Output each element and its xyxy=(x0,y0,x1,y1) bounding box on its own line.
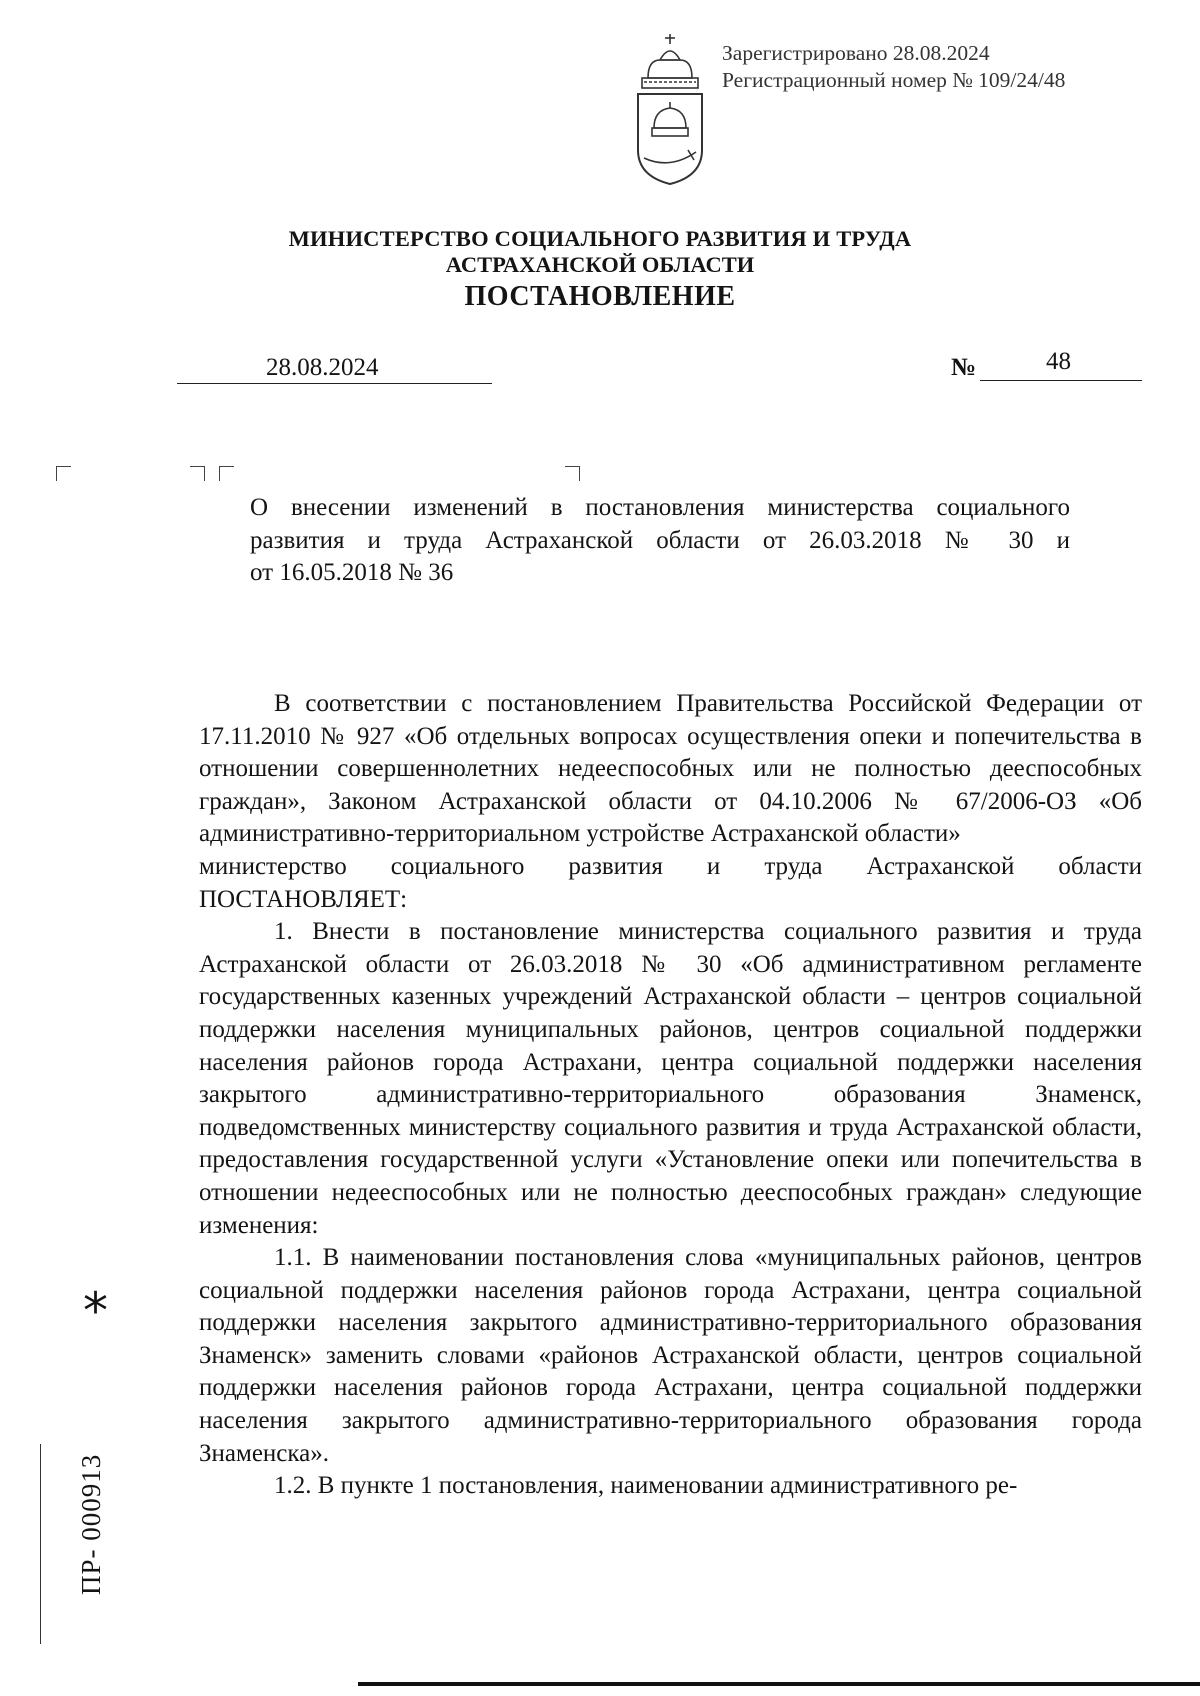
body-paragraph: 1.2. В пункте 1 постановления, наименовании административного ре- xyxy=(274,1472,1018,1500)
subject-line: О внесении изменений в постановления министерства социального xyxy=(250,494,1070,521)
ministry-name-line2: АСТРАХАНСКОЙ ОБЛАСТИ xyxy=(445,252,755,277)
registration-stamp xyxy=(722,40,1065,94)
ministry-name-line1: МИНИСТЕРСТВО СОЦИАЛЬНОГО РАЗВИТИЯ И ТРУДА xyxy=(288,226,912,251)
document-number: 48 xyxy=(1046,348,1071,375)
astrakhan-coat-of-arms-icon xyxy=(628,30,712,188)
corner-mark-top-right xyxy=(565,466,580,481)
corner-mark-top-right xyxy=(190,466,205,481)
body-paragraph: ПОСТАНОВЛЯЕТ: xyxy=(199,885,408,913)
number-sign: № xyxy=(951,354,977,381)
document-body xyxy=(199,688,1142,1503)
document-subject xyxy=(250,492,1070,590)
body-paragraph: В соответствии с постановлением Правительства Российской Федерации от 17.11.2010 № 927 «Об отдельных вопросах осуществления опеки и попечительства в отношении совершеннолетних недееспособных или не полностью дееспособных граждан», Законом Астраханской области от 04.10.2006 № 67/2006-ОЗ «Об административно-территориальном устройстве Астраханской области» xyxy=(199,690,1142,848)
registration-number: Регистрационный номер № 109/24/48 xyxy=(722,68,1066,92)
body-paragraph: министерство социального развития и труда Астраханской области xyxy=(199,852,1142,880)
document-date: 28.08.2024 xyxy=(266,354,379,381)
margin-asterisk: * xyxy=(83,1282,108,1340)
corner-mark-top-left xyxy=(219,466,234,481)
margin-vertical-line xyxy=(40,1444,41,1644)
registration-date: Зарегистрировано 28.08.2024 xyxy=(722,41,990,65)
date-underline xyxy=(177,383,492,384)
corner-mark-top-left xyxy=(56,466,71,481)
subject-line: развития и труда Астраханской области от 26.03.2018 № 30 и xyxy=(250,526,1070,554)
number-underline xyxy=(980,380,1142,381)
body-paragraph: 1. Внести в постановление министерства социального развития и труда Астраханской области от 26.03.2018 № 30 «Об административном регламенте государственных казенных учреждений Астраханской области – центров социальной поддержки населения муниципальных районов, центров социальной поддержки населения районов города Астрахани, центра социальной поддержки населения закрытого административно-территориального образования Знаменск, подведомственных министерству социального развития и труда Астраханской области, предоставления государственной услуги «Установление опеки или попечительства в отношении недееспособных или не полностью дееспособных граждан» следующие изменения: xyxy=(199,918,1142,1239)
document-type-title: ПОСТАНОВЛЕНИЕ xyxy=(464,281,736,312)
body-paragraph: 1.1. В наименовании постановления слова «муниципальных районов, центров социальной поддержки населения районов города Астрахани, центра социальной поддержки населения закрытого административно-территориального образования Знаменск» заменить словами «районов Астраханской области, центров социальной поддержки населения районов города Астрахани, центра социальной поддержки населения закрытого административно-территориального образования города Знаменска». xyxy=(199,1244,1142,1467)
margin-document-code: ПР- 000913 xyxy=(76,1453,106,1595)
bottom-rule xyxy=(358,1682,1200,1686)
subject-line: от 16.05.2018 № 36 xyxy=(250,559,454,586)
